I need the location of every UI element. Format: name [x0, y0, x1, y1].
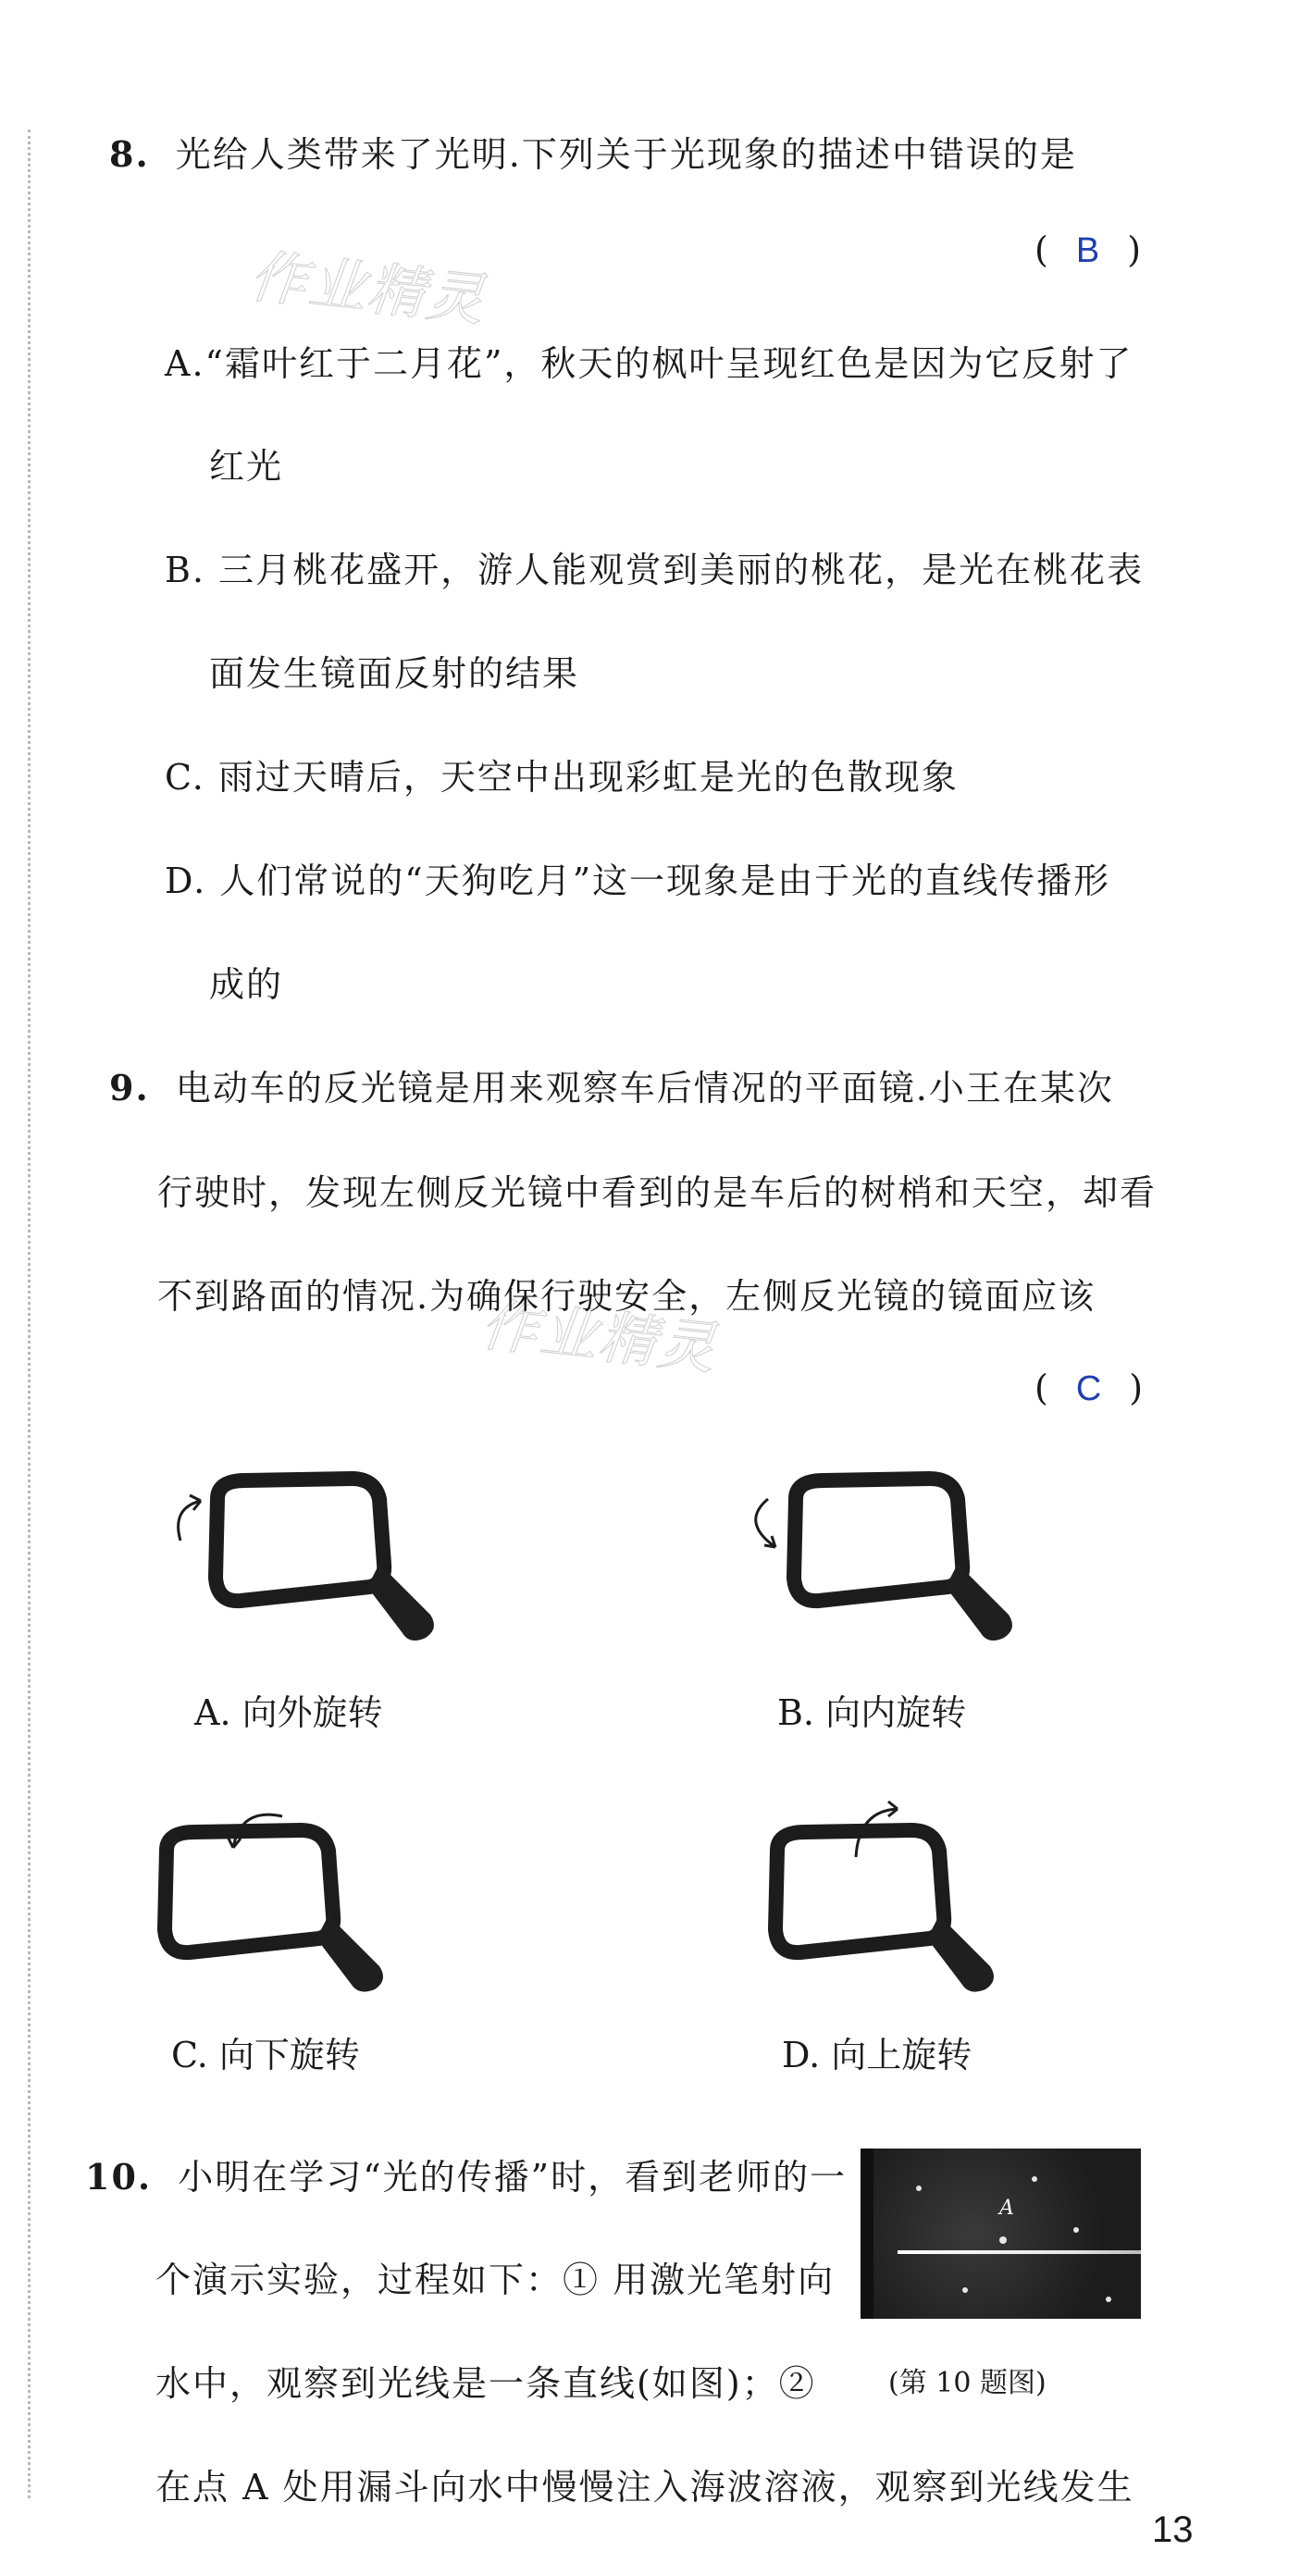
option-a-label: A. 向外旋转: [194, 1692, 383, 1733]
option-d-line2: 成的: [209, 964, 284, 1005]
question-10-line4: 在点 A 处用漏斗向水中慢慢注入海波溶液，观察到光线发生: [155, 2467, 1134, 2508]
question-number: 9.: [109, 1067, 150, 1108]
point-a-label: A: [999, 2197, 1014, 2220]
question-8-stem: 8. 光给人类带来了光明.下列关于光现象的描述中错误的是: [109, 133, 1077, 175]
option-c-line1: C. 雨过天晴后，天空中出现彩虹是光的色散现象: [165, 757, 959, 798]
question-10-line2: 个演示实验，过程如下：① 用激光笔射向: [155, 2260, 836, 2300]
option-b-line1: B. 三月桃花盛开，游人能观赏到美丽的桃花，是光在桃花表: [165, 550, 1145, 590]
question-number: 10.: [85, 2156, 153, 2198]
page-number: 13: [1152, 2509, 1194, 2550]
mirror-rotate-outward-icon: [153, 1462, 449, 1647]
watermark: 作业精灵: [246, 242, 489, 335]
question-9-line2: 行驶时，发现左侧反光镜中看到的是车后的树梢和天空，却看: [157, 1172, 1158, 1213]
question-10-line1: 10. 小明在学习“光的传播”时，看到老师的一: [85, 2156, 848, 2198]
question-number: 8.: [109, 133, 150, 175]
answer-letter: B: [1075, 231, 1100, 270]
mirror-rotate-down-icon: [148, 1800, 444, 1994]
option-b-label: B. 向内旋转: [777, 1692, 967, 1733]
experiment-photo: [861, 2149, 1141, 2319]
mirror-rotate-up-icon: [759, 1790, 1055, 1994]
answer-letter: C: [1075, 1369, 1102, 1408]
question-9-line3: 不到路面的情况.为确保行驶安全，左侧反光镜的镜面应该: [157, 1276, 1096, 1317]
option-a-line1: A.“霜叶红于二月花”，秋天的枫叶呈现红色是因为它反射了: [165, 343, 1133, 384]
option-d-label: D. 向上旋转: [782, 2035, 972, 2075]
binding-dotted-line: [28, 130, 31, 2498]
laser-beam: [898, 2250, 1141, 2254]
answer-bracket: ( C ): [1034, 1368, 1144, 1408]
option-b-line2: 面发生镜面反射的结果: [209, 653, 580, 694]
option-d-line1: D. 人们常说的“天狗吃月”这一现象是由于光的直线传播形: [165, 861, 1111, 901]
figure-caption: (第 10 题图): [888, 2367, 1047, 2399]
question-9-line1: 9. 电动车的反光镜是用来观察车后情况的平面镜.小王在某次: [109, 1067, 1114, 1108]
option-a-line2: 红光: [209, 446, 284, 487]
mirror-rotate-inward-icon: [731, 1462, 1027, 1647]
question-10-line3: 水中，观察到光线是一条直线(如图)；②: [155, 2363, 816, 2404]
watermark: 作业精灵: [477, 1290, 721, 1383]
option-c-label: C. 向下旋转: [171, 2035, 360, 2075]
answer-bracket: ( B ): [1034, 229, 1142, 270]
